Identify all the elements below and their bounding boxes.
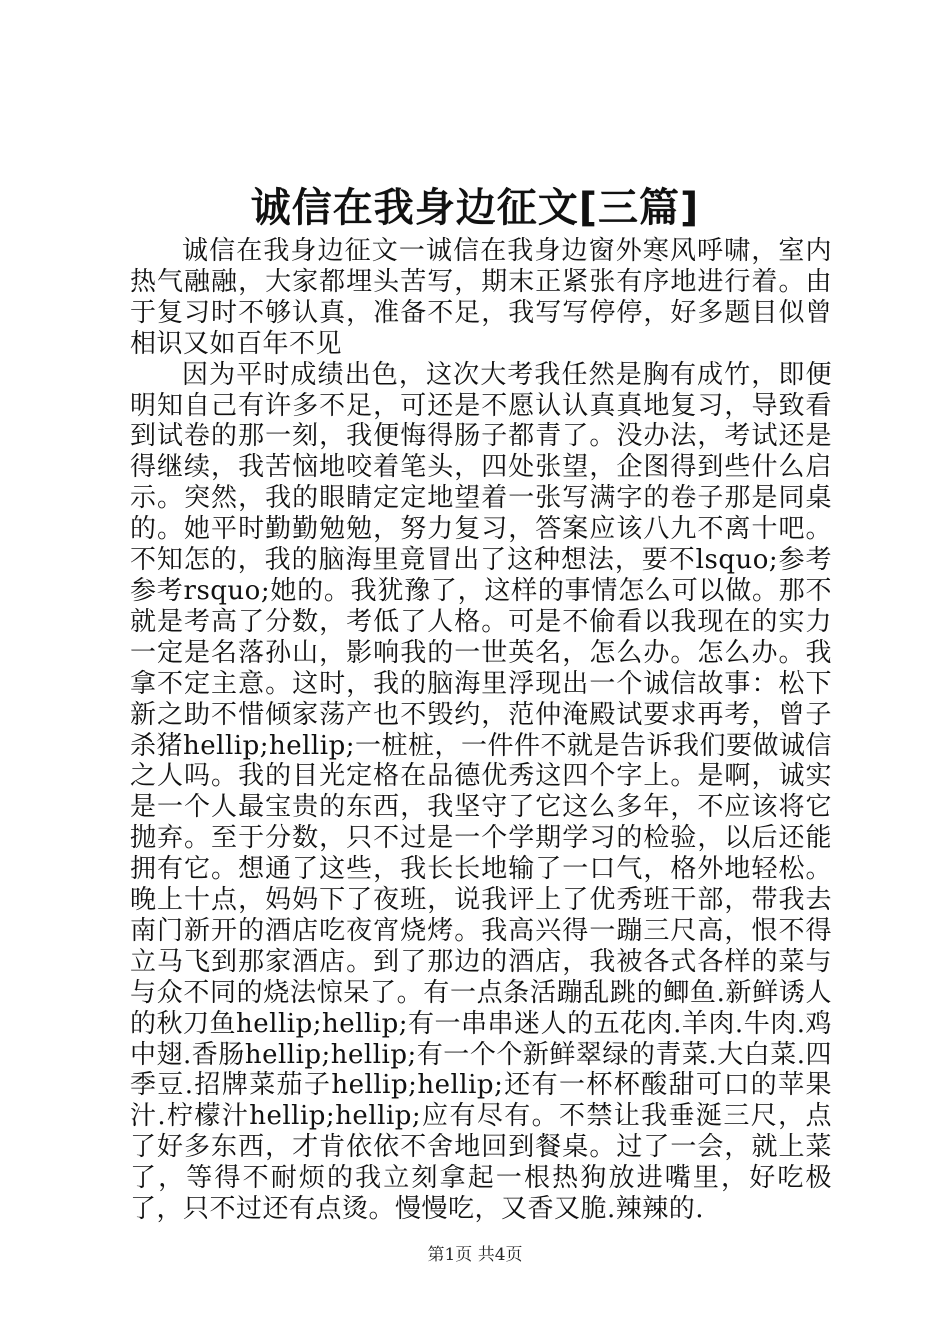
page-footer: 第1页 共4页 <box>427 1245 523 1265</box>
paragraph-1: 诚信在我身边征文一诚信在我身边窗外寒风呼啸，室内热气融融，大家都埋头苦写，期末正紧张有序地进行着。由于复习时不够认真，准备不足，我写写停停，好多题目似曾相识又如百年不见 <box>130 236 832 359</box>
paragraph-2: 因为平时成绩出色，这次大考我任然是胸有成竹，即便明知自己有许多不足，可还是不愿认认真真地复习，导致看到试卷的那一刻，我便悔得肠子都青了。没办法，考试还是得继续，我苦恼地咬着笔头，四处张望，企图得到些什么启示。突然，我的眼睛定定地望着一张写满字的卷子那是同桌的。她平时勤勤勉勉，努力复习，答案应该八九不离十吧。不知怎的，我的脑海里竟冒出了这种想法，要不lsquo;参考参考rsquo;她的。我犹豫了，这样的事情怎么可以做。那不就是考高了分数，考低了人格。可是不偷看以我现在的实力一定是名落孙山，影响我的一世英名，怎么办。怎么办。我拿不定主意。这时，我的脑海里浮现出一个诚信故事：松下新之助不惜倾家荡产也不毁约，范仲淹殿试要求再考，曾子杀猪hellip;hellip;一桩桩，一件件不就是告诉我们要做诚信之人吗。我的目光定格在品德优秀这四个字上。是啊，诚实是一个人最宝贵的东西，我坚守了它这么多年，不应该将它抛弃。至于分数，只不过是一个学期学习的检验，以后还能拥有它。想通了这些，我长长地输了一口气，格外地轻松。晚上十点，妈妈下了夜班，说我评上了优秀班干部，带我去南门新开的酒店吃夜宵烧烤。我高兴得一蹦三尺高，恨不得立马飞到那家酒店。到了那边的酒店，我被各式各样的菜与与众不同的烧法惊呆了。有一点条活蹦乱跳的鲫鱼.新鲜诱人的秋刀鱼hellip;hellip;有一串串迷人的五花肉.羊肉.牛肉.鸡中翅.香肠hellip;hellip;有一个个新鲜翠绿的青菜.大白菜.四季豆.招牌菜茄子hellip;hellip;还有一杯杯酸甜可口的苹果汁.柠檬汁hellip;hellip;应有尽有。不禁让我垂涎三尺，点了好多东西，才肯依依不舍地回到餐桌。过了一会，就上菜了，等得不耐烦的我立刻拿起一根热狗放进嘴里，好吃极了，只不过还有点烫。慢慢吃，又香又脆.辣辣的. <box>130 359 832 1225</box>
document-body <box>130 236 832 1225</box>
document-title: 诚信在我身边征文[三篇] <box>250 185 700 231</box>
